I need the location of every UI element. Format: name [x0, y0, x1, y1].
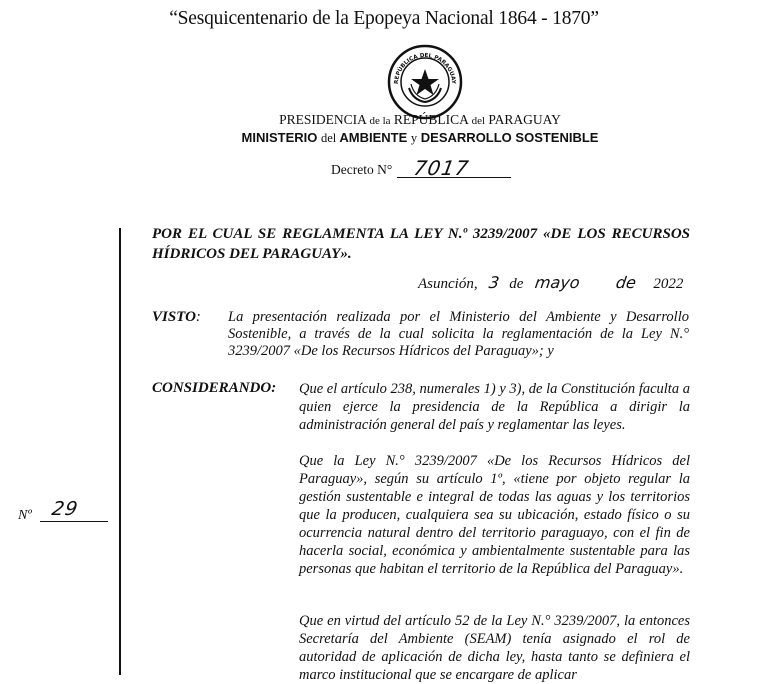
margin-note-number: 29: [50, 498, 81, 520]
considerando-paragraph: Que en virtud del artículo 52 de la Ley N.° 3239/2007, la entonces Secretaría del Ambiente (SEAM) tenía asignado el rol de autoridad de aplicación de dicha ley, hasta tanto se definiera el marco institucional que se encargare de aplicar: [299, 613, 690, 683]
margin-note-line: [40, 521, 108, 522]
date-year: 2022: [653, 276, 684, 292]
visto-text: La presentación realizada por el Ministerio del Ambiente y Desarrollo Sostenible, a través de la cual solicita la reglamentación de la Ley N.° 3239/2007 «De los Recursos Hídricos del Paraguay»; y: [228, 309, 689, 359]
presidency-heading: PRESIDENCIA de la REPÚBLICA del PARAGUAY: [279, 112, 561, 127]
considerando-label: CONSIDERANDO:: [152, 380, 277, 396]
commemorative-motto: “Sesquicentenario de la Epopeya Nacional 1864 - 1870”: [169, 8, 599, 29]
visto-label: VISTO:: [152, 309, 201, 325]
ministry-heading: MINISTERIO del AMBIENTE y DESARROLLO SOSTENIBLE: [241, 130, 599, 145]
date-month: mayo: [533, 273, 582, 292]
margin-note-label: Nº: [18, 508, 32, 523]
decree-label: Decreto N°: [331, 162, 393, 177]
margin-rule: [119, 228, 121, 675]
date-de-handwritten: de: [614, 273, 637, 292]
considerando-paragraph: Que el artículo 238, numerales 1) y 3), de la Constitución faculta a quien ejerce la presidencia de la República a dirigir la administración general del país y reglamentar las leyes.: [299, 381, 690, 433]
date-day: 3: [487, 273, 501, 292]
decree-number-line: [397, 177, 511, 178]
considerando-paragraph: Que la Ley N.° 3239/2007 «De los Recursos Hídricos del Paraguay», según su artículo 1º, «tiene por objeto regular la gestión sustentable e integral de todas las aguas y los territorios que la producen, cualquiera sea su ubicación, estado físico o su ocurrencia natural dentro del territorio paraguayo, con el fin de hacerla social, económica y ambientalmente sustentable para las personas que habitan el territorio de la República del Paraguay».: [299, 453, 690, 577]
decree-title: POR EL CUAL SE REGLAMENTA LA LEY N.º 3239/2007 «DE LOS RECURSOS HÍDRICOS DEL PARAGUAY».: [152, 226, 690, 262]
seal-lettering: REPÚBLICA DEL PARAGUAY: [393, 52, 457, 85]
date-line: Asunción, 3 de mayo de 2022: [418, 273, 684, 292]
decree-number: 7017: [411, 156, 472, 180]
national-seal-icon: [387, 44, 463, 120]
